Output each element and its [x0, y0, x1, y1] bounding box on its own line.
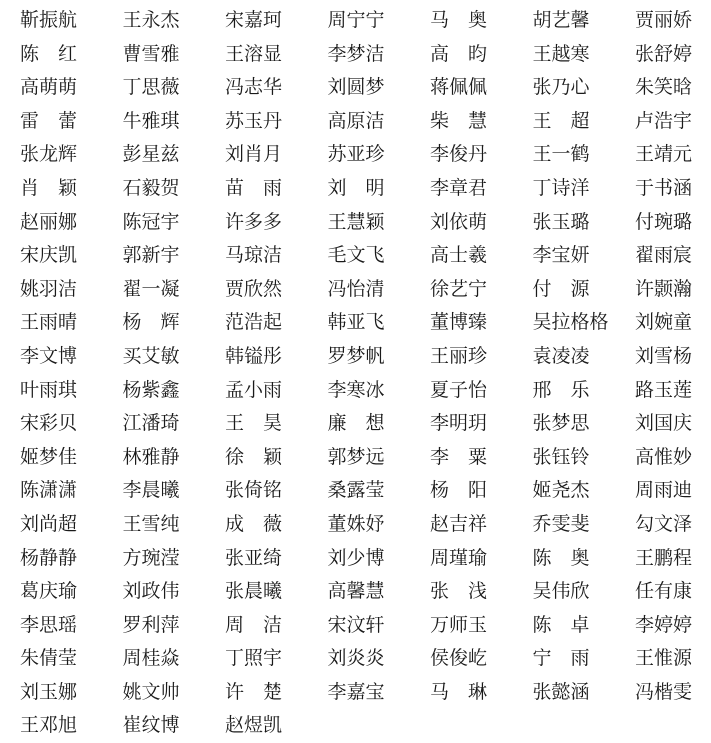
name-entry: 王一鹤 — [532, 143, 590, 166]
name-entry: 高馨慧 — [327, 580, 385, 603]
name-entry: 卢浩宇 — [635, 109, 693, 132]
name-entry: 刘圆梦 — [327, 76, 385, 99]
name-entry: 方琬滢 — [122, 546, 180, 569]
name-entry: 吴拉格格 — [532, 311, 609, 334]
name-entry: 翟雨宸 — [635, 244, 693, 267]
name-entry: 高 昀 — [430, 42, 488, 65]
name-entry: 王 昊 — [225, 412, 283, 435]
name-entry: 李梦洁 — [327, 42, 385, 65]
name-entry: 买艾敏 — [122, 344, 180, 367]
name-entry: 贾丽娇 — [635, 9, 693, 31]
name-entry: 毛文飞 — [327, 244, 385, 267]
name-entry: 江潘琦 — [122, 412, 180, 435]
name-entry: 丁思薇 — [122, 76, 180, 99]
name-entry: 周桂焱 — [122, 647, 180, 670]
name-entry: 张亚绮 — [225, 546, 283, 569]
name-entry: 赵煜凯 — [225, 714, 283, 737]
name-entry: 朱倩莹 — [20, 647, 78, 670]
name-entry: 刘肖月 — [225, 143, 283, 166]
name-entry: 蒋佩佩 — [430, 76, 488, 99]
name-entry: 苗 雨 — [225, 176, 283, 199]
name-entry: 王丽珍 — [430, 344, 488, 367]
name-entry: 成 薇 — [225, 512, 283, 535]
name-entry: 刘炎炎 — [327, 647, 385, 670]
name-entry: 翟一凝 — [122, 277, 180, 300]
name-entry: 冯志华 — [225, 76, 283, 99]
name-entry: 崔纹博 — [122, 714, 180, 737]
name-entry: 吴伟欣 — [532, 580, 590, 603]
name-entry: 王雪纯 — [122, 512, 180, 535]
name-entry: 姚文帅 — [122, 680, 180, 703]
name-entry: 李晨曦 — [122, 479, 180, 502]
name-entry: 赵丽娜 — [20, 210, 78, 233]
name-entry: 董姝妤 — [327, 512, 385, 535]
name-entry: 李婷婷 — [635, 613, 693, 636]
name-entry: 冯楷雯 — [635, 680, 693, 703]
name-entry: 高原洁 — [327, 109, 385, 132]
name-entry: 夏子怡 — [430, 378, 488, 401]
name-entry: 王永杰 — [122, 9, 180, 31]
name-entry: 徐 颖 — [225, 445, 283, 468]
name-entry: 韩亚飞 — [327, 311, 385, 334]
name-entry: 王溶显 — [225, 42, 283, 65]
name-entry: 苏玉丹 — [225, 109, 283, 132]
name-entry: 刘雪杨 — [635, 344, 693, 367]
name-entry: 许颢瀚 — [635, 277, 693, 300]
name-entry: 刘 明 — [327, 176, 385, 199]
name-entry: 李寒冰 — [327, 378, 385, 401]
name-entry: 杨 辉 — [122, 311, 180, 334]
name-entry: 赵吉祥 — [430, 512, 488, 535]
name-entry: 周宁宁 — [327, 9, 385, 31]
name-entry: 李宝妍 — [532, 244, 590, 267]
name-entry: 许 楚 — [225, 680, 283, 703]
name-entry: 侯俊屹 — [430, 647, 488, 670]
name-entry: 叶雨琪 — [20, 378, 78, 401]
name-entry: 张舒婷 — [635, 42, 693, 65]
name-entry: 王惟源 — [635, 647, 693, 670]
name-entry: 罗梦帆 — [327, 344, 385, 367]
name-entry: 王雨晴 — [20, 311, 78, 334]
name-entry: 林雅静 — [122, 445, 180, 468]
name-entry: 姬梦佳 — [20, 445, 78, 468]
name-entry: 周 洁 — [225, 613, 283, 636]
name-entry: 彭星兹 — [122, 143, 180, 166]
name-entry: 宋庆凯 — [20, 244, 78, 267]
name-entry: 曹雪雅 — [122, 42, 180, 65]
name-entry: 张梦思 — [532, 412, 590, 435]
name-entry: 马 奥 — [430, 9, 488, 31]
name-grid — [20, 4, 711, 743]
name-entry: 许多多 — [225, 210, 283, 233]
name-entry: 丁照宇 — [225, 647, 283, 670]
name-entry: 范浩起 — [225, 311, 283, 334]
name-entry: 徐艺宁 — [430, 277, 488, 300]
name-entry: 高惟妙 — [635, 445, 693, 468]
name-entry: 杨 阳 — [430, 479, 488, 502]
name-entry: 任有康 — [635, 580, 693, 603]
name-entry: 勾文泽 — [635, 512, 693, 535]
name-entry: 郭梦远 — [327, 445, 385, 468]
name-entry: 张乃心 — [532, 76, 590, 99]
name-entry: 高士羲 — [430, 244, 488, 267]
name-entry: 李 粟 — [430, 445, 488, 468]
name-entry: 路玉莲 — [635, 378, 693, 401]
name-entry: 牛雅琪 — [122, 109, 180, 132]
name-entry: 石毅贺 — [122, 176, 180, 199]
name-entry: 刘少博 — [327, 546, 385, 569]
name-entry: 张 浅 — [430, 580, 488, 603]
name-entry: 丁诗洋 — [532, 176, 590, 199]
name-entry: 李嘉宝 — [327, 680, 385, 703]
name-entry: 付琬璐 — [635, 210, 693, 233]
name-entry: 高萌萌 — [20, 76, 78, 99]
name-entry: 刘婉童 — [635, 311, 693, 334]
name-entry: 李文博 — [20, 344, 78, 367]
name-entry: 王邓旭 — [20, 714, 78, 737]
name-entry: 韩镒彤 — [225, 344, 283, 367]
name-entry: 王慧颖 — [327, 210, 385, 233]
name-entry: 马琼洁 — [225, 244, 283, 267]
name-entry: 董博臻 — [430, 311, 488, 334]
name-entry: 罗利萍 — [122, 613, 180, 636]
name-entry: 陈冠宇 — [122, 210, 180, 233]
name-entry: 胡艺馨 — [532, 9, 590, 31]
name-entry: 廉 想 — [327, 412, 385, 435]
name-entry: 贾欣然 — [225, 277, 283, 300]
name-entry: 雷 蕾 — [20, 109, 78, 132]
name-entry: 陈 奥 — [532, 546, 590, 569]
name-entry: 肖 颖 — [20, 176, 78, 199]
name-entry: 朱笑晗 — [635, 76, 693, 99]
name-entry: 宋嘉珂 — [225, 9, 283, 31]
name-entry: 陈 红 — [20, 42, 78, 65]
name-entry: 郭新宇 — [122, 244, 180, 267]
name-entry: 李明玥 — [430, 412, 488, 435]
name-entry: 袁凌凌 — [532, 344, 590, 367]
name-entry: 张龙辉 — [20, 143, 78, 166]
name-entry: 付 源 — [532, 277, 590, 300]
name-entry: 张懿涵 — [532, 680, 590, 703]
name-entry: 靳振航 — [20, 9, 78, 31]
name-entry: 李章君 — [430, 176, 488, 199]
name-entry: 杨静静 — [20, 546, 78, 569]
name-entry: 乔雯斐 — [532, 512, 590, 535]
name-entry: 李思瑶 — [20, 613, 78, 636]
name-entry: 陈 卓 — [532, 613, 590, 636]
name-entry: 邢 乐 — [532, 378, 590, 401]
name-entry: 刘政伟 — [122, 580, 180, 603]
name-entry: 姚羽洁 — [20, 277, 78, 300]
name-entry: 马 琳 — [430, 680, 488, 703]
name-entry: 宋汶轩 — [327, 613, 385, 636]
name-entry: 宁 雨 — [532, 647, 590, 670]
name-entry: 刘玉娜 — [20, 680, 78, 703]
name-entry: 苏亚珍 — [327, 143, 385, 166]
name-entry: 王越寒 — [532, 42, 590, 65]
name-entry: 刘国庆 — [635, 412, 693, 435]
name-entry: 李俊丹 — [430, 143, 488, 166]
name-entry: 刘尚超 — [20, 512, 78, 535]
name-entry: 杨紫鑫 — [122, 378, 180, 401]
name-entry: 桑露莹 — [327, 479, 385, 502]
name-entry: 张钰铃 — [532, 445, 590, 468]
name-entry: 陈潇潇 — [20, 479, 78, 502]
name-entry: 王 超 — [532, 109, 590, 132]
name-entry: 姬尧杰 — [532, 479, 590, 502]
name-entry: 刘依萌 — [430, 210, 488, 233]
name-entry: 葛庆瑜 — [20, 580, 78, 603]
name-entry: 冯怡清 — [327, 277, 385, 300]
name-entry: 王鹏程 — [635, 546, 693, 569]
name-entry: 柴 慧 — [430, 109, 488, 132]
name-entry: 张倚铭 — [225, 479, 283, 502]
name-entry: 宋彩贝 — [20, 412, 78, 435]
name-entry: 万师玉 — [430, 613, 488, 636]
name-entry: 张玉璐 — [532, 210, 590, 233]
name-entry: 周瑾瑜 — [430, 546, 488, 569]
name-entry: 周雨迪 — [635, 479, 693, 502]
name-entry: 张晨曦 — [225, 580, 283, 603]
name-entry: 于书涵 — [635, 176, 693, 199]
name-entry: 王靖元 — [635, 143, 693, 166]
name-entry: 孟小雨 — [225, 378, 283, 401]
